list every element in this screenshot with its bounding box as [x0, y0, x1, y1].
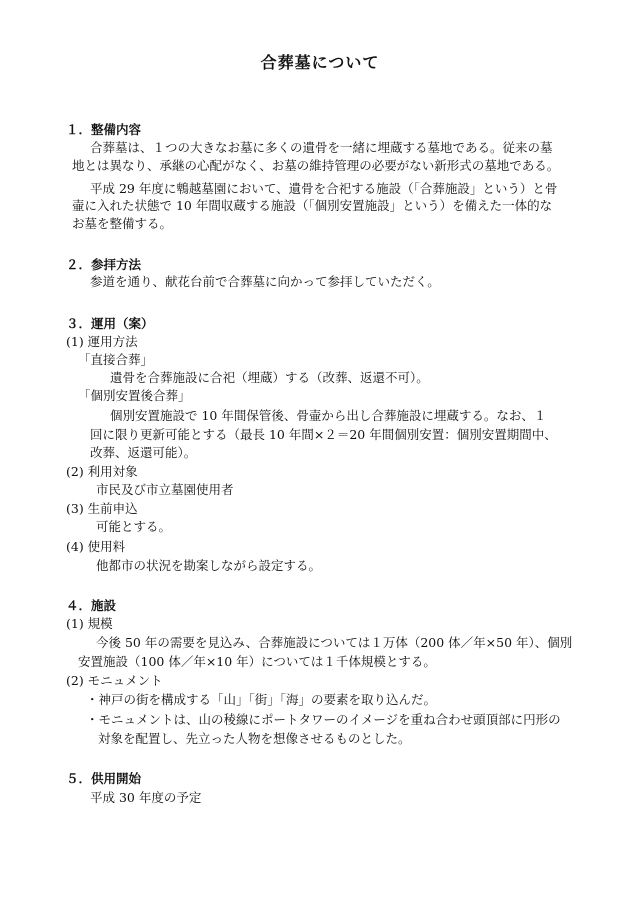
item-text: 今後 50 年の需要を見込み、合葬施設については１万体（200 体／年×50 年）、個別	[96, 635, 573, 650]
item-text: 安置施設（100 体／年×10 年）については１千体規模とする。	[78, 654, 436, 669]
bullet-item: ・モニュメントは、山の稜線にポートタワーのイメージを重ね合わせ頭頂部に円形の	[86, 712, 561, 727]
subsection-label: (1) 規模	[66, 616, 113, 631]
section-5-heading: ５．供用開始	[66, 771, 142, 786]
item-text: 他都市の状況を勘案しながら設定する。	[96, 558, 322, 573]
paragraph-line: 合葬墓は、１つの大きなお墓に多くの遺骨を一緒に埋蔵する墓地である。従来の墓	[90, 140, 553, 155]
page-title: 合葬墓について	[260, 53, 380, 72]
item-label: 「直接合葬」	[78, 352, 154, 367]
subsection-label: (3) 生前申込	[66, 501, 138, 516]
item-text: 個別安置施設で 10 年間保管後、骨壷から出し合葬施設に埋蔵する。なお、１	[110, 408, 547, 423]
item-text: 可能とする。	[96, 519, 172, 534]
paragraph-line: お墓を整備する。	[72, 216, 173, 231]
section-4-heading: ４．施設	[66, 598, 117, 613]
subsection-label: (4) 使用料	[66, 539, 126, 554]
section-1-heading: １．整備内容	[66, 122, 142, 137]
item-text: 改葬、返還可能）。	[90, 445, 197, 460]
section-2-heading: ２．参拝方法	[66, 257, 142, 272]
subsection-label: (2) モニュメント	[66, 673, 163, 688]
item-text: 遺骨を合葬施設に合祀（埋蔵）する（改葬、返還不可）。	[110, 370, 429, 385]
subsection-label: (1) 運用方法	[66, 334, 138, 349]
item-text: 回に限り更新可能とする（最長 10 年間×２＝20 年間個別安置：個別安置期間中、	[90, 427, 557, 442]
bullet-item: 対象を配置し、先立った人物を想像させるものとした。	[98, 731, 411, 746]
paragraph-line: 地とは異なり、承継の心配がなく、お墓の維持管理の必要がない新形式の墓地である。	[72, 158, 560, 173]
section-3-heading: ３．運用（案）	[66, 316, 154, 331]
item-label: 「個別安置後合葬」	[78, 388, 191, 403]
subsection-label: (2) 利用対象	[66, 464, 138, 479]
item-text: 市民及び市立墓園使用者	[96, 482, 234, 497]
paragraph-line: 平成 29 年度に鵯越墓園において、遺骨を合祀する施設（「合葬施設」という）と骨	[90, 181, 558, 196]
item-text: 平成 30 年度の予定	[90, 790, 202, 805]
bullet-item: ・神戸の街を構成する「山」「街」「海」の要素を取り込んだ。	[86, 692, 437, 707]
paragraph-line: 壷に入れた状態で 10 年間収蔵する施設（「個別安置施設」という）を備えた一体的な	[72, 198, 553, 213]
paragraph-line: 参道を通り、献花台前で合葬墓に向かって参拝していただく。	[90, 274, 440, 289]
